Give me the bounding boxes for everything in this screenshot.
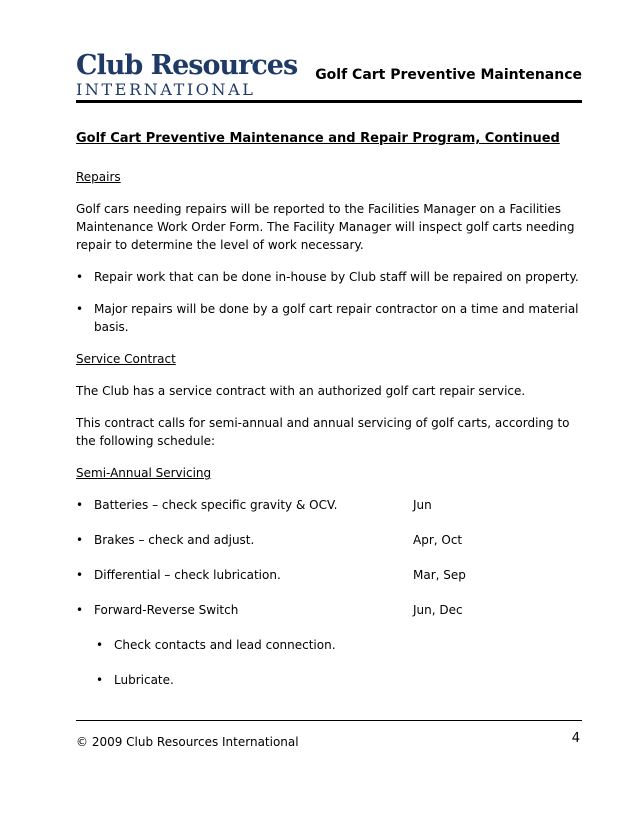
repairs-paragraph: Golf cars needing repairs will be reported to the Facilities Manager on a Facilities Maintenance Work Order Form. The Facility Manager will inspect golf carts needing repair to determine the level of work necessary.	[76, 202, 575, 252]
semi-annual-subheading: Semi-Annual Servicing	[76, 466, 212, 480]
schedule-intro-paragraph: This contract calls for semi-annual and annual servicing of golf carts, according to the following schedule:	[76, 416, 570, 448]
section-heading: Golf Cart Preventive Maintenance and Repair Program, Continued	[76, 131, 560, 146]
header-title: Golf Cart Preventive Maintenance	[315, 67, 582, 83]
schedule-item-task: Differential – check lubrication.	[94, 568, 281, 582]
schedule-item-months: Apr, Oct	[413, 533, 463, 547]
schedule-sub-item: • Lubricate.	[76, 671, 582, 689]
schedule-item	[76, 496, 582, 514]
footer-divider	[76, 720, 582, 721]
page-number: 4	[571, 731, 580, 746]
schedule-item	[76, 601, 582, 619]
schedule-item-months: Jun, Dec	[413, 603, 463, 617]
schedule-item-months: Jun	[413, 498, 432, 512]
repairs-subheading: Repairs	[76, 170, 121, 184]
club-resources-logo	[76, 50, 298, 99]
schedule-item-task: Batteries – check specific gravity & OCV.	[94, 498, 338, 512]
schedule-item-months: Mar, Sep	[413, 568, 466, 582]
schedule-item-task: Forward-Reverse Switch	[94, 603, 239, 617]
repair-bullet: • Repair work that can be done in-house by Club staff will be repaired on property.	[76, 268, 582, 286]
header-divider	[76, 100, 582, 103]
schedule-item-task: Brakes – check and adjust.	[94, 533, 255, 547]
service-contract-subheading: Service Contract	[76, 352, 176, 366]
schedule-item	[76, 566, 582, 584]
document-body	[76, 130, 582, 706]
footer-copyright: © 2009 Club Resources International	[76, 735, 299, 749]
logo-line-2: INTERNATIONAL	[76, 80, 256, 99]
logo-line-1: Club Resources	[76, 50, 298, 81]
service-contract-paragraph: The Club has a service contract with an authorized golf cart repair service.	[76, 384, 526, 398]
schedule-item	[76, 531, 582, 549]
schedule-sub-item: • Check contacts and lead connection.	[76, 636, 582, 654]
repair-bullet: • Major repairs will be done by a golf cart repair contractor on a time and material basis.	[76, 300, 582, 336]
